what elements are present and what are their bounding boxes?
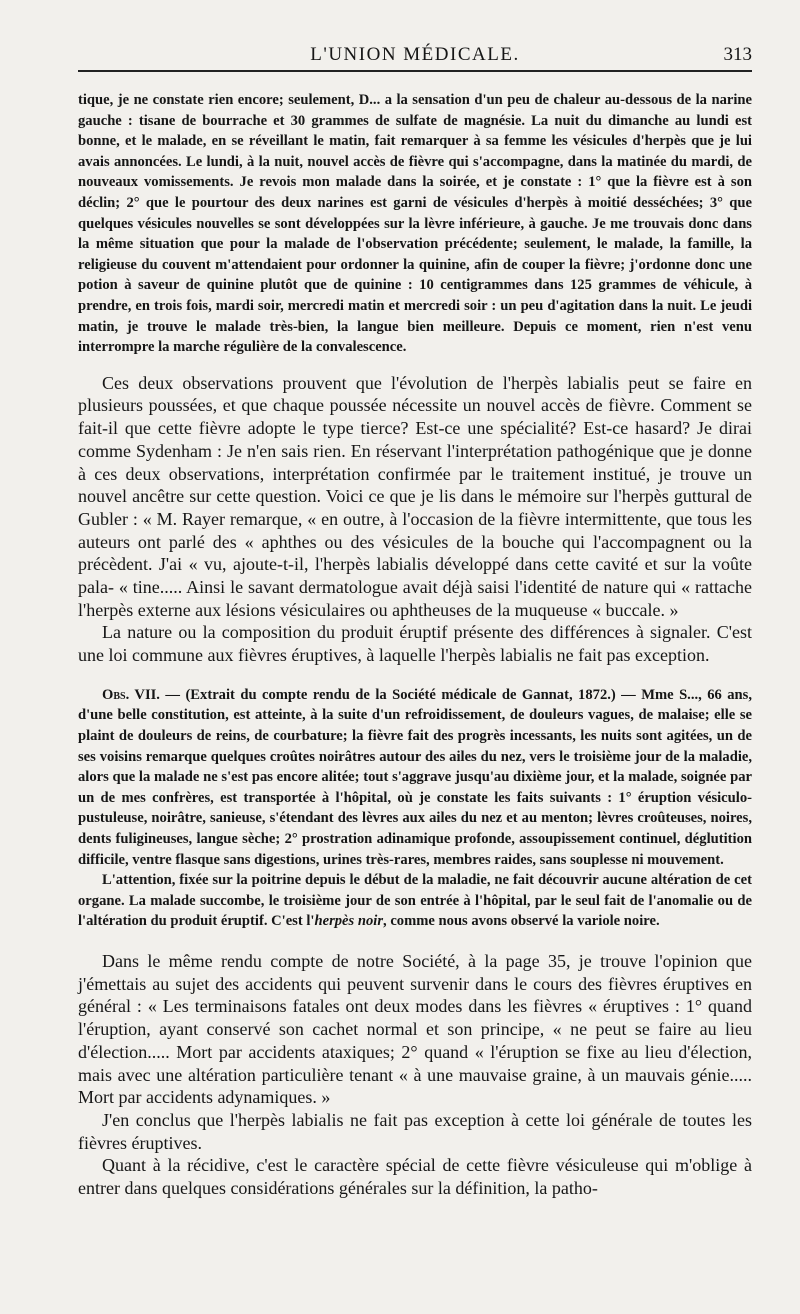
observation-vii-text: — (Extrait du compte rendu de la Société médicale de Gannat, 1872.) — Mme S..., 66 ans, d'une belle constitution, est atteinte, à la suite d'un refroidissement, de douleurs vagues, de malaise; elle se plaint de douleurs de reins, de courbature; la fièvre fait des progrès incessants, les nuits sont agitées, un de ses voisins remarque quelques croûtes noirâtres autour des ailes du nez, vers le troisième jour de la maladie, alors que la malade ne s'est pas encore alitée; tout s'aggrave jusqu'au dixième jour, et la malade, soignée par un de mes confrères, est transportée à l'hôpital, où je constate les faits suivants : 1° éruption vésiculo-pustuleuse, noirâtre, sanieuse, s'étendant des lèvres aux ailes du nez et au menton; lèvres croûteuses, noires, dents fuligineuses, langue sèche; 2° prostration adinamique profonde, assoupissement continuel, déglutition difficile, ventre flasque sans digestions, urines très-rares, membres raides, sans souplesse ni mouvement.: [78, 686, 752, 868]
running-title: L'UNION MÉDICALE.: [310, 44, 520, 65]
page-header: [78, 36, 752, 72]
outcome-text-b: , comme nous avons observé la variole noire.: [383, 913, 660, 930]
eruptive-product-paragraph: La nature ou la composition du produit éruptif présente des différences à signaler. C'est une loi commune aux fièvres éruptives, à laquelle l'herpès labialis ne fait pas exception.: [78, 622, 752, 666]
herpes-noir-term: herpès noir: [314, 913, 384, 930]
observation-label: Obs. VII.: [102, 686, 160, 703]
page-number: 313: [723, 44, 752, 65]
conclusion-paragraph: J'en conclus que l'herpès labialis ne fait pas exception à cette loi générale de toutes les fièvres éruptives.: [78, 1109, 752, 1153]
recurrence-paragraph: Quant à la récidive, c'est le caractère spécial de cette fièvre vésiculeuse qui m'oblige à entrer dans quelques considérations générales sur la définition, la patho-: [78, 1155, 752, 1199]
outcome-text-a: L'attention, fixée sur la poitrine depuis le début de la maladie, ne fait découvrir aucune altération de cet organe. La malade succombe, le troisième jour de son entrée à l'hôpital, par le seul fait de l'anomalie ou de l'altération du produit éruptif. C'est l': [78, 872, 752, 930]
society-report-paragraph: Dans le même rendu compte de notre Société, à la page 35, je trouve l'opinion que j'émettais au sujet des accidents qui peuvent survenir dans le cours des fièvres éruptives en général : « Les terminaisons fatales ont deux modes dans les fièvres « éruptives : 1° quand l'éruption, ayant conservé son cachet normal et son principe, « ne peut se faire au lieu d'élection..... Mort par accidents ataxiques; 2° quand « l'éruption se fixe au lieu d'élection, mais avec une altération particulière tenant « à une mauvaise graine, à un mauvais génie..... Mort par accidents adynamiques. »: [78, 950, 752, 1108]
observation-vii-paragraph: [78, 685, 752, 870]
discussion-paragraph: Ces deux observations prouvent que l'évolution de l'herpès labialis peut se faire en plusieurs poussées, et que chaque poussée nécessite un nouvel accès de fièvre. Comment se fait-il que cette fièvre adopte le type tierce? Est-ce une spécialité? Est-ce hasard? Je dirai comme Sydenham : Je n'en sais rien. En réservant l'interprétation pathogénique que je donne à ces deux observations, interprétation confirmée par le traitement institué, je trouve un nouvel ancêtre sur cette question. Voici ce que je lis dans le mémoire sur l'herpès guttural de Gubler : « M. Rayer remarque, « en outre, à l'occasion de la fièvre intermittente, que tous les auteurs ont parlé des « aphthes ou des vésicules de la bouche qui l'accompagnent ou la précèdent. J'ai « vu, ajoute-t-il, l'herpès labialis développé dans cette cavité et sur la voûte pala- « tine..... Ainsi le savant dermatologue avait déjà saisi l'identité de nature qui « rattache l'herpès externe aux lésions vésiculaires ou aphtheuses de la muqueuse « buccale. »: [78, 372, 752, 620]
observation-vii-outcome-paragraph: [78, 870, 752, 932]
observation-continuation-paragraph: tique, je ne constate rien encore; seulement, D... a la sensation d'un peu de chaleur au-dessous de la narine gauche : tisane de bourrache et 30 grammes de sulfate de magnésie. La nuit du dimanche au lundi est bonne, et le malade, en se réveillant le matin, fait remarquer à sa femme les vésicules d'herpès que je lui avais annoncées. Le lundi, à la nuit, nouvel accès de fièvre qui s'accompagne, dans la matinée du mardi, de nouveaux vomissements. Je revois mon malade dans la soirée, et je constate : 1° que la fièvre est à son déclin; 2° que le pourtour des deux narines est garni de vésicules d'herpès à moitié desséchées; 3° que quelques vésicules nouvelles se sont développées sur la lèvre inférieure, à gauche. Je me trouvais donc dans la même situation que pour la malade de l'observation précédente; seulement, le malade, la famille, la religieuse du couvent m'attendaient pour ordonner la quinine, afin de couper la fièvre; j'ordonne donc une potion à saveur de quinine plutôt que de quinine : 10 centigrammes dans 125 grammes de véhicule, à prendre, en trois fois, mardi soir, mercredi matin et mercredi soir : un peu d'agitation dans la nuit. Le jeudi matin, je trouve le malade très-bien, la langue bien meilleure. Depuis ce moment, rien n'est venu interrompre la marche régulière de la convalescence.: [78, 92, 752, 356]
